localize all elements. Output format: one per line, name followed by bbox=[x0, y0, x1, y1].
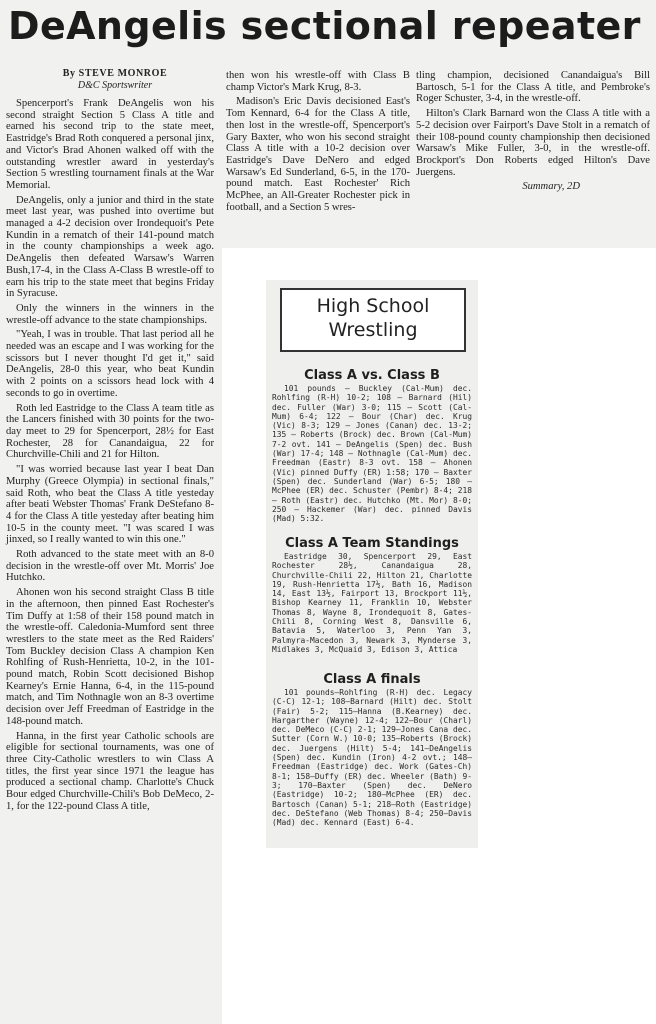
paragraph: Madison's Eric Davis decisioned East's Tom Kennard, 6-4 for the Class A title, then lost in the wrestle-off, Spencerport's Gary Baxter, who won his second straight Class A title with a 10-2 decision over Eastridge's Dave DeNero and edged Warsaw's Ed Sunderland, 6-5, in the 170-pound match. East Rochester' Rich McPhee, an All-Greater Rochester pick in football, and a Section 5 wres- bbox=[226, 96, 410, 213]
section-results: 101 pounds—Rohlfing (R-H) dec. Legacy (C-C) 12-1; 108—Barnard (Hilt) dec. Stolt (Fair) 5-2; 115—Hanna (B.Kearney) dec. Hargarther (Wayne) 12-4; 122—Bour (Charl) dec. DeMeco (C-C) 2-1; 129—Jones Cana dec. Sutter (Corn W.) 10-0; 135—Roberts (Brock) dec. Juergens (Hilt) 5-4; 141—DeAngelis (Spen) dec. Kundin (Iron) 4-2 ovt.; 148—Freedman (Eastridge) dec. Work (Gates-Ch) 8-1; 158—Duffy (ER) dec. Wheeler (Bath) 9-3; 170—Baxter (Spen) dec. DeNero (Eastridge) 10-2; 180—McPhee (ER) dec. Bartosch (Canan) 5-1; 218—Roth (Eastridge) dec. DeStefano (Web Thomas) 8-4; 250—Davis (Mad) dec. Kennard (East) 6-4. bbox=[272, 688, 472, 828]
section-results: Eastridge 30, Spencerport 29, East Rochester 28½, Canandaigua 28, Churchville-Chili 22, Hilton 21, Charlotte 19, Rush-Henrietta 17½, Bath 16, Madison 14, East 13½, Fairport 13, Brockport 11½, Bishop Kearney 11, Franklin 10, Webster Thomas 8, Wayne 8, Irondequoit 8, Gates-Chili 8, Corning West 8, Dansville 6, Batavia 5, Waterloo 3, Penn Yan 3, Palmyra-Macedon 3, Newark 3, Mynderse 3, Midlakes 3, McQuaid 3, Edison 3, Attica bbox=[272, 552, 472, 654]
results-team-standings bbox=[272, 536, 472, 654]
article-column-3 bbox=[416, 70, 650, 193]
section-heading: Class A finals bbox=[323, 672, 421, 687]
sidebar-title-line2: Wrestling bbox=[328, 319, 418, 341]
paragraph: Roth advanced to the state meet with an 8-0 decision in the wrestle-off over Mt. Morris' Joe Hutchko. bbox=[6, 549, 214, 584]
sidebar-title-badge bbox=[280, 288, 466, 352]
paragraph: then won his wrestle-off with Class B champ Victor's Mark Krug, 8-3. bbox=[226, 70, 410, 93]
section-heading: Class A Team Standings bbox=[285, 536, 459, 551]
section-results: 101 pounds — Buckley (Cal-Mum) dec. Rohlfing (R-H) 10-2; 108 — Barnard (Hil) dec. Fuller (War) 3-0; 115 — Scott (Cal-Mum) 6-4; 122 — Bour (Char) dec. Krug (Vic) 8-3; 129 — Jones (Canan) dec. 13-2; 135 — Roberts (Brock) dec. Brown (Cal-Mum) 7-2 ovt. 141 — DeAngelis (Spen) dec. Bush (War) 17-4; 148 — Nothnagle (Cal-Mum) dec. Freedman (Eastr) 8-3 ovt. 158 — Ahonen (Vic) pinned Duffy (ER) 1:58; 170 — Baxter (Spen) dec. Sunderland (War) 6-5; 180 — McPhee (ER) dec. Schuster (Pembr) 8-4; 218 — Roth (Eastr) dec. Hutchko (Mt. Mor) 8-0; 250 — Hackemer (War) dec. pinned Davis (Mad) 5:32. bbox=[272, 384, 472, 524]
article-column-1 bbox=[6, 98, 214, 815]
results-sidebar bbox=[266, 280, 478, 848]
paragraph: Hilton's Clark Barnard won the Class A title with a 5-2 decision over Fairport's Dave Stolt in a rematch of their 108-pound county championship then decisioned Warsaw's Mike Fuller, 3-0, in the wrestle-off. Brockport's Don Roberts edged Hilton's Dave Juergens. bbox=[416, 108, 650, 178]
section-heading: Class A vs. Class B bbox=[304, 368, 440, 383]
byline-author: By STEVE MONROE bbox=[62, 68, 168, 79]
paragraph: Ahonen won his second straight Class B title in the afternoon, then pinned East Rochester's Tim Duffy at 1:58 of their 158 pound match in the wrestle-off. Caledonia-Mumford sent three wrestlers to the state meet as the Red Raiders' Tom Buckley decision Class A champion Ken Rohlfing of Rush-Henrietta, 10-2, in the 101-pound match, Robin Scott decisioned Bishop Kearney's Ernie Hanna, 6-4, in the 115-pound match, and Tim Nothnagle won an 8-3 overtime decision over Jeff Freedman of Eastridge in the 148-pound match. bbox=[6, 587, 214, 727]
paragraph: Spencerport's Frank DeAngelis won his second straight Section 5 Class A title and earned his second trip to the state meet, Eastridge's Brad Roth conquered a personal jinx, and Victor's Brad Ahonen walked off with the outstanding wrestler award in yesterday's Section 5 wrestling tournament finals at the War Memorial. bbox=[6, 98, 214, 191]
jump-line: Summary, 2D bbox=[522, 181, 580, 193]
byline bbox=[20, 68, 210, 92]
paragraph: Roth led Eastridge to the Class A team title as the Lancers finished with 30 points for the two-day meet to 29 for Spencerport, 28½ for East Rochester, 28 for Canandaigua, 22 for Churchville-Chili and 21 for Hilton. bbox=[6, 402, 214, 461]
paragraph: tling champion, decisioned Canandaigua's Bill Bartosch, 5-1 for the Class A title, and Pembroke's Roger Schuster, 3-4, in the wrestle-off. bbox=[416, 70, 650, 105]
paragraph: Only the winners in the winners in the wrestle-off advance to the state championships. bbox=[6, 302, 214, 326]
results-class-a-vs-b bbox=[272, 368, 472, 523]
paragraph: "I was worried because last year I beat Dan Murphy (Greece Olympia) in sectional finals," said Roth, who beat the Class A title yesteday after beati Webster Thomas' Frank DeStefano 8-4 for the Class A title yesteday after beating him 10-5 in the county meet. "I was scared I was jinxed, so I really wanted to win this one." bbox=[6, 464, 214, 546]
headline: DeAngelis sectional repeater bbox=[8, 4, 641, 48]
paragraph: Hanna, in the first year Catholic schools are eligible for sectional tournaments, was one of three City-Catholic wrestlers to win Class A titles, the first year since 1971 the league has produced a sectional champ. Charlotte's Chuck Bour edged Churchville-Chili's Bob DeMeco, 2-1, for the 122-pound Class A title, bbox=[6, 730, 214, 812]
article-column-2 bbox=[226, 70, 410, 216]
results-class-a-finals bbox=[272, 672, 472, 827]
sidebar-title-line1: High School bbox=[316, 295, 430, 317]
byline-title: D&C Sportswriter bbox=[77, 80, 153, 91]
paragraph: "Yeah, I was in trouble. That last period all he needed was an escape and I was working for the scissors but I never thought I'd get it," said DeAngelis, 28-0 this year, who beat Kundin with 2 points on a scissors head lock with 4 seconds to go in overtime. bbox=[6, 329, 214, 399]
paragraph: DeAngelis, only a junior and third in the state meet last year, was pushed into overtime but managed a 4-2 decision over Irondequoit's Pete Kundin in a rematch of their 141-pound match in the county championships a week ago. DeAngelis then defeated Warsaw's Warren Bush,17-4, in the Class A-Class B wrestle-off to earn his trip to the state meet that begins Friday in Syracuse. bbox=[6, 194, 214, 300]
